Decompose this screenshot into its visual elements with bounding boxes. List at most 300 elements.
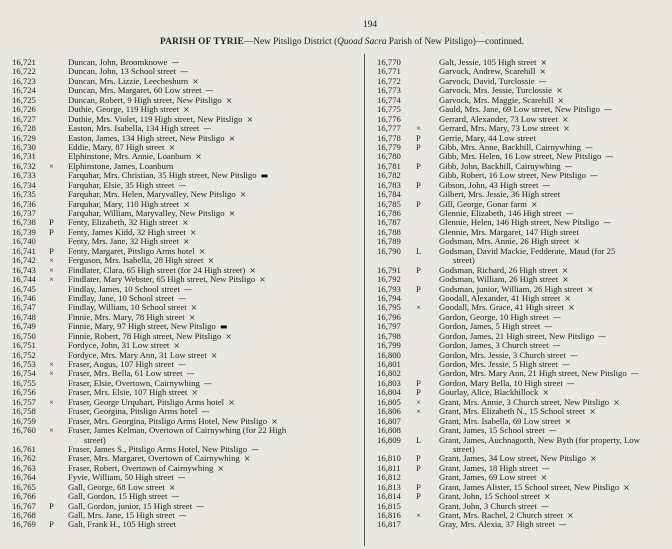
header-district: —New Pitsligo District ( — [243, 37, 338, 47]
handwritten-mark-icon: — — [544, 322, 553, 332]
handwritten-mark-icon: × — [561, 265, 569, 275]
entry-number: 16,727 — [12, 113, 36, 124]
entry-number: 16,749 — [12, 321, 36, 332]
entry-name-address: Grant, James, 15 School street — — [439, 425, 557, 436]
entry-number: 16,729 — [12, 132, 36, 143]
entry-name-address: Duncan, Robert, 9 High street, New Pitsligo × — [68, 94, 233, 105]
entry-name-address: street) — [453, 255, 475, 266]
handwritten-mark-icon: × — [557, 95, 565, 105]
handwritten-mark-icon: — — [183, 284, 192, 294]
register-entry — [12, 285, 352, 294]
handwritten-mark-icon: — — [205, 86, 214, 96]
entry-flag: × — [416, 123, 421, 134]
handwritten-mark-icon: × — [567, 511, 574, 520]
entry-name-address: Godsman, Richard, 26 High street × — [439, 264, 569, 275]
handwritten-mark-icon: — — [589, 171, 598, 181]
right-column — [377, 58, 672, 530]
entry-number: 16,808 — [377, 425, 401, 436]
entry-name-address: Gordon, Mrs. Jessie, 3 Church street — — [439, 349, 578, 360]
handwritten-mark-icon: — — [177, 473, 186, 483]
handwritten-mark-icon: — — [569, 350, 578, 360]
handwritten-mark-icon: × — [542, 388, 550, 398]
entry-name-address: Goodall, Mrs. Grace, 41 High street × — [439, 302, 575, 313]
entry-number: 16,725 — [12, 94, 36, 105]
entry-flag: P — [416, 132, 421, 143]
entry-name-address: Findlater, Mary Webster, 65 High street, New Pitsligo × — [68, 274, 266, 285]
entry-name-address: Fenty, James Kidd, 32 High street × — [68, 226, 197, 237]
register-entry — [12, 275, 352, 284]
entry-name-address: Finnie, Mrs. Mary, 78 High street × — [68, 311, 196, 322]
handwritten-mark-icon: × — [228, 209, 236, 218]
entry-name-address: Fraser, Mrs. Margaret, Overtown of Cairnywhing × — [68, 453, 251, 464]
handwritten-mark-icon: — — [203, 378, 212, 388]
entry-number: 16,783 — [377, 179, 401, 190]
entry-name-address: Fraser, Robert, Overtown of Cairnywhing × — [68, 462, 225, 473]
entry-name-address: Elphinstone, Mrs. Annie, Loanburn × — [68, 151, 202, 162]
entry-flag: × — [49, 264, 54, 275]
entry-number: 16,793 — [377, 283, 401, 294]
entry-number: 16,773 — [377, 85, 401, 96]
entry-number: 16,776 — [377, 113, 401, 124]
handwritten-mark-icon: — — [605, 152, 614, 162]
entry-name-address: street) — [84, 434, 106, 445]
entry-name-address: Grant, John, 15 School street × — [439, 491, 551, 502]
handwritten-mark-icon: × — [198, 246, 206, 256]
entry-number: 16,759 — [12, 415, 36, 426]
entry-flag: P — [416, 387, 421, 398]
entry-name-address: Fyvie, William, 50 High street — — [68, 472, 186, 483]
entry-number: 16,770 — [377, 57, 401, 67]
handwritten-mark-icon: × — [207, 256, 215, 266]
entry-number: 16,807 — [377, 415, 401, 426]
handwritten-mark-icon: — — [542, 180, 551, 190]
entry-number: 16,786 — [377, 208, 401, 218]
entry-name-address: Grant, Mrs. Isabella, 69 Low street × — [439, 415, 572, 426]
entry-name-address: Gauld, Mrs. Jane, 69 Low street, New Pitsligo — — [439, 104, 612, 115]
entry-number: 16,738 — [12, 217, 36, 228]
entry-name-address: Garvock, Andrew, Scarehill × — [439, 66, 547, 77]
entry-number: 16,812 — [377, 472, 401, 483]
handwritten-mark-icon: — — [177, 360, 186, 369]
entry-name-address: Grant, James, 34 Low street, New Pitsligo × — [439, 453, 597, 464]
entry-name-address: Findlay, Jane, 10 School street — — [68, 292, 187, 303]
handwritten-mark-icon: — — [552, 341, 561, 351]
entry-number: 16,781 — [377, 160, 401, 171]
entry-number: 16,784 — [377, 189, 401, 200]
handwritten-mark-icon: × — [564, 293, 571, 303]
handwritten-mark-icon: — — [630, 369, 639, 379]
entry-flag: × — [416, 406, 421, 417]
entry-flag: P — [416, 377, 421, 388]
entry-name-address: Fraser, James Kelman, Overtown of Cairnywhing (for 22 High — [68, 425, 287, 436]
entry-name-address: Gordon, James, 3 Church street — — [439, 340, 561, 351]
handwritten-mark-icon: — — [584, 142, 593, 152]
entry-number: 16,762 — [12, 453, 36, 464]
entry-number: 16,743 — [12, 264, 36, 275]
handwritten-mark-icon: — — [540, 501, 549, 511]
entry-flag: × — [49, 274, 54, 285]
entry-number: 16,744 — [12, 274, 36, 285]
handwritten-mark-icon: × — [623, 482, 630, 492]
entry-name-address: Glennie, Elizabeth, 146 High street — — [439, 208, 574, 218]
entry-number: 16,736 — [12, 198, 36, 209]
register-entry — [12, 464, 352, 473]
entry-name-address: Finnie, Mary, 97 High street, New Pitsligo ▬ — [68, 321, 228, 332]
entry-number: 16,722 — [12, 66, 36, 77]
handwritten-mark-icon: — — [171, 492, 180, 502]
entry-name-address: Gordon, George, 10 High street — — [439, 311, 561, 322]
register-entry — [12, 502, 352, 511]
entry-number: 16,816 — [377, 510, 401, 520]
register-entry — [12, 171, 352, 180]
entry-name-address: Gibb, Mrs. Anne, Backhill, Cairnywhing — — [439, 141, 593, 152]
handwritten-mark-icon: × — [168, 142, 176, 152]
entry-number: 16,726 — [12, 104, 36, 115]
left-column — [12, 58, 352, 530]
handwritten-mark-icon: × — [183, 199, 190, 209]
handwritten-mark-icon: × — [589, 407, 596, 417]
handwritten-mark-icon: — — [196, 501, 205, 511]
register-entry — [12, 483, 352, 492]
handwritten-mark-icon: — — [558, 520, 567, 530]
handwritten-mark-icon: × — [259, 275, 266, 285]
entry-number: 16,792 — [377, 274, 401, 285]
handwritten-mark-icon: ▬ — [260, 171, 269, 181]
entry-name-address: Gerrie, Mary, 44 Low street — [439, 132, 536, 143]
entry-name-address: Eddie, Mary, 87 High street × — [68, 141, 176, 152]
entry-number: 16,746 — [12, 292, 36, 303]
entry-name-address: Grant, James Alister, 15 School street, New Pitsligo × — [439, 481, 630, 492]
entry-number: 16,802 — [377, 368, 401, 379]
entry-number: 16,809 — [377, 434, 401, 445]
entry-name-address: Gordon, James, 21 High street, New Pitsligo — — [439, 330, 607, 341]
entry-number: 16,754 — [12, 368, 36, 379]
entry-flag: P — [49, 519, 54, 530]
register-entry — [12, 351, 352, 360]
entry-number: 16,724 — [12, 85, 36, 96]
entry-number: 16,752 — [12, 349, 36, 360]
entry-number: 16,765 — [12, 481, 36, 492]
entry-name-address: Gordon, Mrs. Mary Ann, 21 High street, New Pitsligo — — [439, 368, 639, 379]
entry-name-address: Fraser, Georgina, Pitsligo Arms hotel — — [68, 406, 210, 417]
entry-number: 16,732 — [12, 160, 36, 171]
entry-name-address: Fordyce, Mrs. Mary Ann, 31 Low street × — [68, 349, 218, 360]
handwritten-mark-icon: × — [239, 190, 247, 200]
entry-name-address: Fenty, Margaret, Pitsligo Arms hotel × — [68, 245, 206, 256]
handwritten-mark-icon: — — [564, 161, 573, 171]
entry-name-address: Gourlay, Alice, Blackhillock × — [439, 387, 550, 398]
entry-number: 16,771 — [377, 66, 401, 77]
handwritten-mark-icon: × — [249, 265, 256, 275]
register-entry — [12, 332, 352, 341]
register-entry — [12, 520, 352, 529]
entry-number: 16,804 — [377, 387, 401, 398]
entry-name-address: Gordon, Mary Bella, 10 High street — — [439, 377, 575, 388]
entry-flag: × — [49, 359, 54, 369]
entry-name-address: Fenty, Mrs. Jane, 32 High street × — [68, 236, 190, 247]
entry-name-address: Grant, John, 3 Church street — — [439, 500, 549, 511]
handwritten-mark-icon: — — [186, 369, 195, 379]
handwritten-mark-icon: × — [195, 152, 202, 162]
register-entry — [12, 58, 352, 67]
entry-name-address: Glennie, Mrs. Margaret, 147 High street — [439, 226, 579, 237]
entry-name-address: Gill, George, Gonar farm × — [439, 198, 538, 209]
header-rest: Parish of New Pitsligo)—continued. — [386, 37, 525, 47]
entry-flag: P — [416, 179, 421, 190]
entry-number: 16,767 — [12, 500, 36, 511]
handwritten-mark-icon: × — [181, 218, 189, 228]
handwritten-mark-icon: × — [168, 482, 176, 492]
entry-number: 16,733 — [12, 170, 36, 181]
register-entry — [377, 247, 672, 256]
entry-flag: × — [49, 255, 54, 266]
entry-name-address: Fraser, George Urquhart, Pitsligo Arms hotel × — [68, 396, 235, 407]
register-entry — [12, 209, 352, 218]
entry-name-address: Garvock, David, Turclossie — — [439, 75, 547, 86]
entry-name-address: Farquhar, Mrs. Christian, 35 High street, New Pitsligo ▬ — [68, 170, 269, 181]
handwritten-mark-icon: × — [567, 303, 575, 313]
register-entry — [12, 228, 352, 237]
entry-name-address: Grant, James, 69 Low street × — [439, 472, 548, 483]
header-parish: PARISH OF TYRIE — [160, 37, 244, 47]
handwritten-mark-icon: × — [271, 416, 278, 426]
entry-number: 16,791 — [377, 264, 401, 275]
handwritten-mark-icon: ▬ — [219, 322, 228, 332]
entry-number: 16,805 — [377, 396, 401, 407]
handwritten-mark-icon: — — [178, 511, 187, 520]
entry-name-address: Gall, Gordon, 15 High street — — [68, 491, 180, 502]
entry-number: 16,723 — [12, 75, 36, 86]
entry-number: 16,745 — [12, 283, 36, 294]
entry-number: 16,788 — [377, 226, 401, 237]
entry-number: 16,801 — [377, 359, 401, 369]
handwritten-mark-icon: — — [178, 180, 187, 190]
entry-name-address: Gibb, John, Backhill, Cairnywhing — — [439, 160, 573, 171]
handwritten-mark-icon: × — [586, 284, 594, 294]
entry-name-address: Findlay, William, 10 School street × — [68, 302, 198, 313]
handwritten-mark-icon: × — [564, 416, 572, 426]
entry-name-address: Gerrard, Alexander, 73 Low street × — [439, 113, 569, 124]
entry-flag: × — [49, 160, 54, 171]
entry-number: 16,798 — [377, 330, 401, 341]
entry-name-address: Grant, James, 18 High street — — [439, 462, 550, 473]
entry-number: 16,747 — [12, 302, 36, 313]
handwritten-mark-icon: × — [589, 454, 597, 464]
entry-name-address: street) — [453, 443, 475, 454]
handwritten-mark-icon: × — [613, 397, 620, 407]
entry-number: 16,751 — [12, 340, 36, 351]
handwritten-mark-icon: × — [188, 312, 196, 322]
entry-name-address: Galt, Frank H., 105 High street — [68, 519, 177, 530]
handwritten-mark-icon: — — [561, 360, 570, 369]
entry-flag: L — [416, 245, 422, 256]
handwritten-mark-icon: × — [190, 303, 198, 313]
entry-name-address: Fraser, Mrs. Bella, 61 Low street — — [68, 368, 195, 379]
handwritten-mark-icon: × — [191, 388, 199, 398]
entry-name-address: Grant, Mrs. Annie, 3 Church street, New Pitsligo × — [439, 396, 620, 407]
entry-number: 16,768 — [12, 510, 36, 520]
handwritten-mark-icon: × — [539, 67, 547, 77]
entry-number: 16,741 — [12, 245, 36, 256]
entry-number: 16,799 — [377, 340, 401, 351]
entry-name-address: Glennie, Helen, 146 High street, New Pitsligo — — [439, 217, 611, 228]
entry-name-address: Gibb, Robert, 16 Low street, New Pitsligo — — [439, 170, 598, 181]
entry-flag: P — [49, 226, 54, 237]
handwritten-mark-icon: × — [561, 114, 569, 124]
entry-flag: P — [416, 481, 421, 492]
entry-number: 16,737 — [12, 208, 36, 218]
entry-number: 16,761 — [12, 443, 36, 454]
entry-name-address: Duncan, Mrs. Lizzie, Leecheshurn × — [68, 75, 199, 86]
register-entry — [12, 152, 352, 161]
handwritten-mark-icon: × — [555, 86, 563, 96]
entry-number: 16,757 — [12, 396, 36, 407]
entry-number: 16,775 — [377, 104, 401, 115]
entry-name-address: Finnie, Robert, 78 High street, New Pitsligo × — [68, 330, 232, 341]
entry-name-address: Gall, George, 68 Low street × — [68, 481, 176, 492]
entry-name-address: Gilbert, Mrs. Jessie, 36 High street — [439, 189, 561, 200]
entry-name-address: Godsman, David Mackie, Fedderate, Maud (for 25 — [439, 245, 616, 256]
entry-name-address: Easton, Mrs. Isabella, 134 High street — — [68, 123, 212, 134]
entry-number: 16,758 — [12, 406, 36, 417]
entry-name-address: Fraser, Mrs. Elsie, 107 High street × — [68, 387, 199, 398]
entry-name-address: Grant, James, Auchnagorth, New Byth (for property, Low — [439, 434, 640, 445]
entry-name-address: Fordyce, John, 31 Low street × — [68, 340, 181, 351]
entry-number: 16,815 — [377, 500, 401, 511]
entry-number: 16,763 — [12, 462, 36, 473]
entry-flag: × — [49, 368, 54, 379]
entry-name-address: Elphinstone, James, Loanburn — [68, 160, 174, 171]
entry-flag: P — [416, 198, 421, 209]
entry-name-address: Farquhar, Mrs. Helen, Maryvalley, New Pitsligo × — [68, 189, 247, 200]
entry-name-address: Goodall, Alexander, 41 High street × — [439, 292, 571, 303]
page-number: 194 — [362, 20, 378, 30]
register-entry — [12, 190, 352, 199]
handwritten-mark-icon: — — [541, 463, 550, 473]
entry-number: 16,789 — [377, 236, 401, 247]
handwritten-mark-icon: × — [225, 331, 232, 341]
entry-name-address: Farquhar, Mary, 110 High street × — [68, 198, 190, 209]
entry-number: 16,795 — [377, 302, 401, 313]
entry-flag: P — [416, 141, 421, 152]
entry-name-address: Farquhar, Elsie, 35 High street — — [68, 179, 187, 190]
entry-number: 16,817 — [377, 519, 401, 530]
handwritten-mark-icon: × — [573, 237, 581, 247]
handwritten-mark-icon: — — [603, 105, 612, 115]
header-quoad: Quoad Sacra — [337, 37, 387, 47]
handwritten-mark-icon: × — [562, 275, 569, 285]
entry-flag: P — [416, 462, 421, 473]
handwritten-mark-icon: — — [565, 209, 574, 218]
entry-number: 16,813 — [377, 481, 401, 492]
handwritten-mark-icon: × — [563, 124, 570, 134]
entry-number: 16,803 — [377, 377, 401, 388]
entry-flag: P — [416, 491, 421, 502]
handwritten-mark-icon: × — [182, 237, 190, 247]
handwritten-mark-icon: — — [538, 76, 547, 86]
entry-number: 16,760 — [12, 425, 36, 436]
entry-name-address: Gibb, Mrs. Helen, 16 Low street, New Pitsligo — — [439, 151, 614, 162]
handwritten-mark-icon: × — [530, 199, 538, 209]
entry-number: 16,772 — [377, 75, 401, 86]
entry-number: 16,764 — [12, 472, 36, 483]
entry-number: 16,734 — [12, 179, 36, 190]
handwritten-mark-icon: — — [566, 378, 575, 388]
entry-number: 16,800 — [377, 349, 401, 360]
entry-flag: × — [416, 510, 421, 520]
entry-name-address: Fenty, Elizabeth, 32 High street × — [68, 217, 189, 228]
handwritten-mark-icon: × — [217, 463, 225, 473]
entry-name-address: Farquhar, William, Maryvalley, New Pitsligo × — [68, 208, 236, 218]
column-divider — [364, 54, 365, 546]
entry-number: 16,794 — [377, 292, 401, 303]
entry-number: 16,721 — [12, 57, 36, 67]
entry-name-address: Gall, Gordon, junior, 15 High street — — [68, 500, 205, 511]
entry-name-address: Godsman, William, 26 High street × — [439, 274, 569, 285]
entry-number: 16,748 — [12, 311, 36, 322]
handwritten-mark-icon: × — [189, 227, 197, 237]
handwritten-mark-icon: × — [182, 105, 190, 115]
entry-flag: × — [49, 425, 54, 436]
entry-number: 16,787 — [377, 217, 401, 228]
entry-number: 16,782 — [377, 170, 401, 181]
entry-flag: P — [49, 217, 54, 228]
register-entry — [377, 520, 672, 529]
handwritten-mark-icon: — — [201, 407, 210, 417]
register-entry — [12, 134, 352, 143]
entry-name-address: Garvock, Mrs. Jessie, Turclossie × — [439, 85, 563, 96]
entry-name-address: Duncan, John, 13 School street — — [68, 66, 189, 77]
entry-flag: P — [416, 453, 421, 464]
entry-name-address: Gibson, John, 43 High street — — [439, 179, 551, 190]
register-entry — [12, 426, 352, 435]
page-header — [160, 37, 672, 47]
entry-number: 16,769 — [12, 519, 36, 530]
entry-flag: × — [49, 396, 54, 407]
entry-flag: L — [416, 434, 422, 445]
handwritten-mark-icon: × — [173, 341, 181, 351]
entry-number: 16,735 — [12, 189, 36, 200]
entry-number: 16,750 — [12, 330, 36, 341]
handwritten-mark-icon: — — [552, 312, 561, 322]
entry-number: 16,777 — [377, 123, 401, 134]
entry-number: 16,814 — [377, 491, 401, 502]
entry-name-address: Gray, Mrs. Alexia, 37 High street — — [439, 519, 567, 530]
handwritten-mark-icon: × — [540, 58, 548, 67]
entry-name-address: Fraser, Mrs. Georgina, Pitsligo Arms Hotel, New Pitsligo × — [68, 415, 278, 426]
entry-number: 16,790 — [377, 245, 401, 256]
entry-name-address: Findlater, Clara, 65 High street (for 24 High street) × — [68, 264, 256, 275]
entry-name-address: Duthie, George, 119 High street × — [68, 104, 190, 115]
entry-number: 16,766 — [12, 491, 36, 502]
handwritten-mark-icon: × — [192, 76, 199, 86]
handwritten-mark-icon: × — [246, 114, 254, 124]
entry-name-address: Gall, Mrs. Jane, 15 High street — — [68, 510, 187, 520]
entry-number: 16,753 — [12, 359, 36, 369]
entry-flag: × — [416, 396, 421, 407]
entry-number: 16,779 — [377, 141, 401, 152]
entry-flag: × — [416, 302, 421, 313]
entry-number: 16,755 — [12, 377, 36, 388]
entry-number: 16,739 — [12, 226, 36, 237]
entry-name-address: Godsman, junior, William, 26 High street × — [439, 283, 594, 294]
register-entry — [12, 473, 352, 482]
entry-name-address: Fraser, Angus, 107 High street — — [68, 359, 186, 369]
entry-name-address: Duthie, Mrs. Violet, 119 High street, New Pitsligo × — [68, 113, 254, 124]
entry-number: 16,811 — [377, 462, 401, 473]
handwritten-mark-icon: × — [243, 454, 251, 464]
handwritten-mark-icon: — — [602, 218, 611, 228]
